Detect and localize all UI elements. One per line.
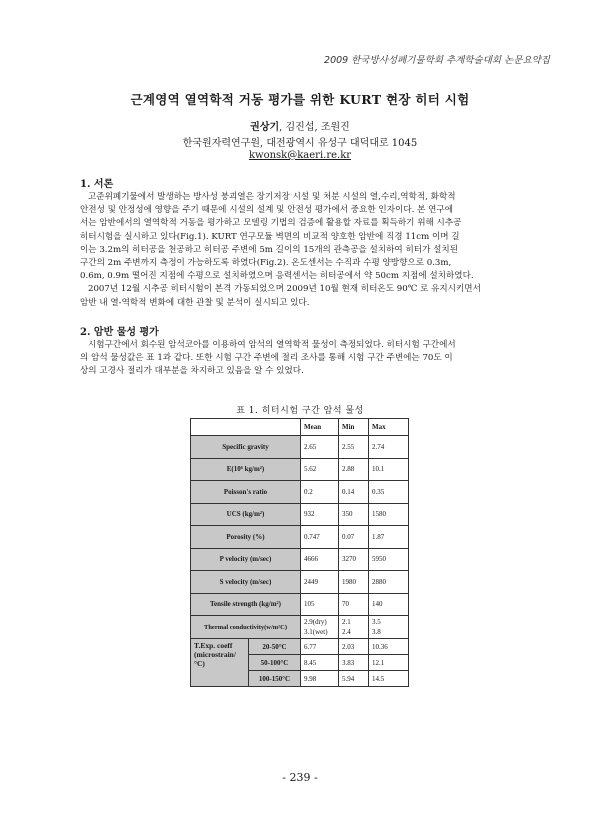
cell-max: 1.87 [369, 526, 409, 549]
cell-min: 0.07 [339, 526, 369, 549]
paragraph-line: 구간의 2m 주변까지 측정이 가능하도록 하였다(Fig.2). 온도센서는 수직과 수평 양방향으로 0.3m, [80, 258, 452, 269]
cell-min: 2.55 [339, 436, 369, 459]
cell-max: 2880 [369, 571, 409, 594]
cell-mean: 0.2 [301, 481, 339, 504]
cell-max: 2.74 [369, 436, 409, 459]
row-label: P velocity (m/sec) [191, 548, 301, 571]
cell-min: 70 [339, 593, 369, 616]
cell-min: 2.03 [339, 639, 369, 655]
paragraph-line: 고준위폐기물에서 발생하는 방사성 붕괴열은 장기저장 시설 및 처분 시설의 열,수리,역학적, 화학적 [88, 192, 456, 202]
cell-min: 1980 [339, 571, 369, 594]
cell-mean: 2449 [301, 571, 339, 594]
cell-mean: 105 [301, 593, 339, 616]
table-row [191, 436, 409, 459]
cell-max: 14.5 [369, 671, 409, 687]
rock-properties-table [190, 418, 409, 687]
table-row [191, 593, 409, 616]
cell-max: 1580 [369, 503, 409, 526]
cell-line: 2.4 [342, 628, 351, 636]
column-header-mean: Mean [301, 419, 339, 436]
cell-max: 0.35 [369, 481, 409, 504]
row-label: Poisson's ratio [191, 481, 301, 504]
cell-min: 3270 [339, 548, 369, 571]
row-label: Thermal conductivity(w/m²C) [191, 616, 301, 639]
row-label: Specific gravity [191, 436, 301, 459]
cell-max [369, 616, 409, 639]
table-corner-cell [191, 419, 301, 436]
column-header-max: Max [369, 419, 409, 436]
proceedings-header: 2009 한국방사성폐기물학회 추계학술대회 논문요약집 [324, 55, 550, 66]
paragraph-line: 의 암석 물성값은 표 1과 같다. 또한 시험 구간 주변에 절리 조사를 통해 시험 구간 주변에는 70도 이 [80, 353, 453, 364]
paragraph-line: 상의 고경사 절리가 대부분을 차지하고 있음을 알 수 있었다. [80, 366, 304, 377]
cell-mean: 932 [301, 503, 339, 526]
cell-line: 2.9(dry) [304, 618, 327, 626]
cell-min: 2.88 [339, 458, 369, 481]
table-caption: 표 1. 히터시험 구간 암석 물성 [236, 406, 364, 416]
cell-min: 0.14 [339, 481, 369, 504]
paragraph-line: 히터시험을 실시하고 있다(Fig.1). KURT 연구모듈 벽면의 비교적 양호한 암반에 직경 11cm 이며 길 [80, 231, 460, 242]
table-row-thermal-conductivity [191, 616, 409, 639]
paragraph-line: 암반 내 열-역학적 변화에 대한 관찰 및 분석이 실시되고 있다. [80, 297, 310, 308]
table-header-row [191, 419, 409, 436]
cell-mean: 2.65 [301, 436, 339, 459]
cell-mean: 5.62 [301, 458, 339, 481]
cell-min: 350 [339, 503, 369, 526]
cell-max: 140 [369, 593, 409, 616]
table-row [191, 548, 409, 571]
lead-author: 권상기 [250, 122, 280, 133]
paragraph-line: 서는 암반에서의 열역학적 거동을 평가하고 모델링 기법의 검증에 활용할 자료를 획득하기 위해 시추공 [80, 218, 462, 229]
section-2-heading: 2. 암반 물성 평가 [80, 327, 159, 338]
range-label: 20-50°C [249, 639, 301, 655]
range-label: 50-100°C [249, 655, 301, 671]
cell-mean: 6.77 [301, 639, 339, 655]
cell-mean [301, 616, 339, 639]
table-row [191, 503, 409, 526]
table-row-thermal-expansion [191, 639, 409, 655]
paragraph-line: 이는 3.2m의 히터공을 천공하고 히터공 주변에 5m 길이의 15개의 관측공을 설치하여 히터가 설치된 [80, 244, 459, 255]
cell-line: 2.1 [342, 618, 351, 626]
cell-line: 3.1(wet) [304, 628, 328, 636]
cell-mean: 4666 [301, 548, 339, 571]
cell-line: 3.5 [372, 618, 381, 626]
cell-mean: 8.45 [301, 655, 339, 671]
table-row [191, 481, 409, 504]
cell-max: 12.1 [369, 655, 409, 671]
paragraph-line: 0.6m, 0.9m 떨어진 지점에 수평으로 설치하였으며 응력센서는 히터공에서 약 50cm 지점에 설치하였다. [80, 271, 474, 282]
paragraph-line: 안전성 및 안정성에 영향을 주기 때문에 시설의 설계 및 안전성 평가에서 중요한 인자이다. 본 연구에 [80, 205, 454, 216]
column-header-min: Min [339, 419, 369, 436]
co-authors: , 김진섭, 조원진 [279, 122, 350, 133]
cell-min: 5.94 [339, 671, 369, 687]
cell-mean: 9.98 [301, 671, 339, 687]
table-row [191, 458, 409, 481]
row-label: E(10⁶ kg/m²) [191, 458, 301, 481]
section-2-body [80, 339, 525, 379]
author-email: kwonsk@kaeri.re.kr [248, 150, 352, 161]
row-label: UCS (kg/m²) [191, 503, 301, 526]
cell-line: 3.8 [372, 628, 381, 636]
page-number: - 239 - [282, 771, 318, 784]
section-1-heading: 1. 서론 [80, 179, 114, 190]
cell-mean: 0.747 [301, 526, 339, 549]
row-label: Porosity (%) [191, 526, 301, 549]
section-1-body [80, 191, 525, 310]
group-label: T.Exp. coeff (microstrain/ °C) [191, 639, 249, 687]
affiliation: 한국원자력연구원, 대전광역시 유성구 대덕대로 1045 [182, 138, 418, 149]
paper-title: 근계영역 열역학적 거동 평가를 위한 KURT 현장 히터 시험 [130, 92, 470, 107]
paragraph-line: 시험구간에서 회수된 암석코아를 이용하여 암석의 열역학적 물성이 측정되었다. 히터시험 구간에서 [88, 340, 456, 350]
range-label: 100-150°C [249, 671, 301, 687]
cell-min [339, 616, 369, 639]
cell-max: 10.36 [369, 639, 409, 655]
row-label: S velocity (m/sec) [191, 571, 301, 594]
table-row [191, 571, 409, 594]
paragraph-line: 2007년 12월 시추공 히터시험이 본격 가동되었으며 2009년 10월 현재 히터온도 90℃ 로 유지시키면서 [88, 284, 481, 295]
author-line [0, 118, 600, 133]
table-row [191, 526, 409, 549]
cell-max: 10.1 [369, 458, 409, 481]
cell-min: 3.83 [339, 655, 369, 671]
cell-max: 5950 [369, 548, 409, 571]
row-label: Tensile strength (kg/m²) [191, 593, 301, 616]
